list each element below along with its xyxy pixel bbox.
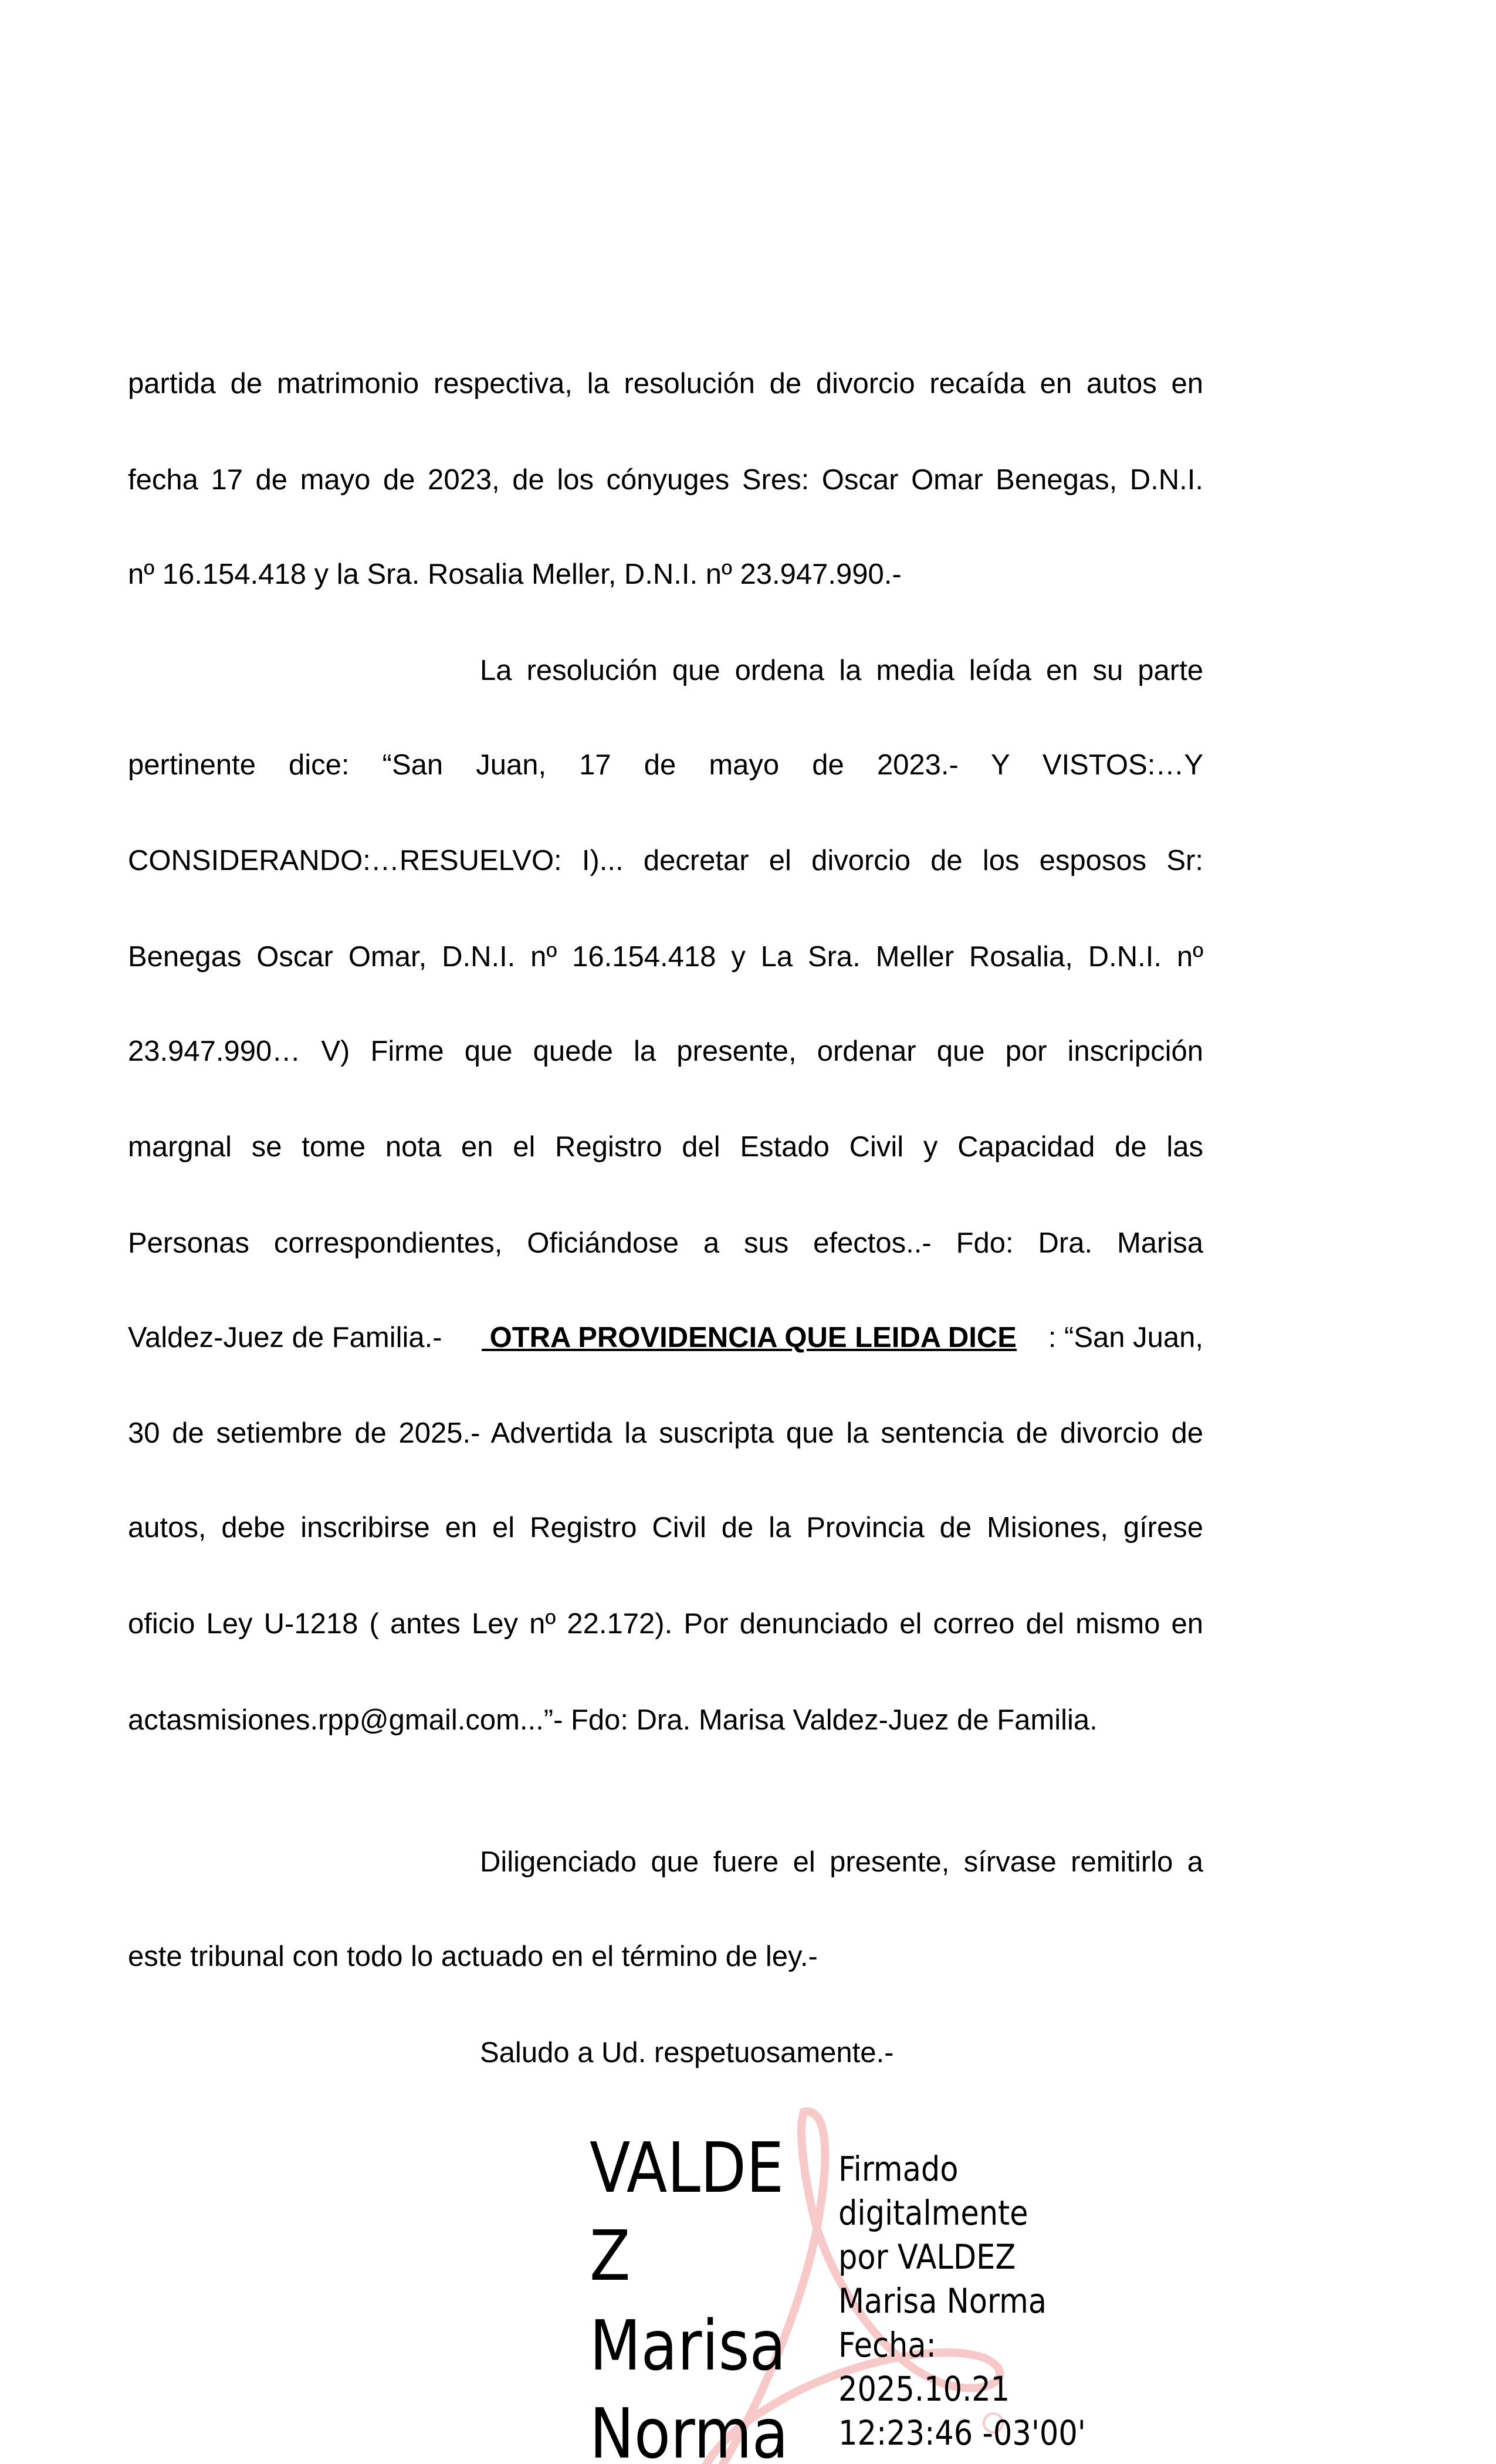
body-line [128,1320,1203,1355]
body-line: partida de matrimonio respectiva, la resolución de divorcio recaída en autos en [128,368,1203,400]
signature-info-line: por VALDEZ [838,2237,1016,2277]
body-line: pertinente dice: “San Juan, 17 de mayo de 2023.- Y VISTOS:…Y [128,749,1203,781]
body-line: Personas correspondientes, Oficiándose a sus efectos..- Fdo: Dra. Marisa [128,1227,1203,1259]
bold-heading: OTRA PROVIDENCIA QUE LEIDA DICE [481,1322,1017,1353]
closing-line: este tribunal con todo lo actuado en el término de ley.- [128,1941,818,1972]
closing-line: Diligenciado que fuere el presente, sírvase remitirlo a [480,1846,1203,1878]
signer-name-line: VALDE [590,2127,784,2208]
signer-name-line: Z [590,2215,631,2296]
signer-name-line: Norma [590,2393,788,2464]
signature-info-line: 2025.10.21 [838,2369,1010,2409]
signature-info-line: Fecha: [838,2325,936,2365]
signer-name-line: Marisa [590,2305,786,2386]
salutation: Saludo a Ud. respetuosamente.- [480,2037,894,2069]
body-line: 30 de setiembre de 2025.- Advertida la suscripta que la sentencia de divorcio de [128,1417,1203,1449]
body-line: oficio Ley U-1218 ( antes Ley nº 22.172). Por denunciado el correo del mismo en [128,1608,1203,1640]
signature-info-line: 12:23:46 -03'00' [838,2413,1086,2453]
body-line: La resolución que ordena la media leída en su parte [480,655,1203,686]
body-line: CONSIDERANDO:…RESUELVO: I)... decretar el divorcio de los esposos Sr: [128,845,1203,876]
body-line: 23.947.990… V) Firme que quede la presente, ordenar que por inscripción [128,1035,1203,1067]
signature-info-line: Marisa Norma [838,2281,1047,2321]
body-line: Benegas Oscar Omar, D.N.I. nº 16.154.418 y La Sra. Meller Rosalia, D.N.I. nº [128,941,1203,973]
body-text: : “San Juan, [1048,1322,1203,1353]
signature-info-line: digitalmente [838,2193,1028,2233]
body-line: fecha 17 de mayo de 2023, de los cónyuges Sres: Oscar Omar Benegas, D.N.I. [128,464,1203,496]
body-line: nº 16.154.418 y la Sra. Rosalia Meller, D.N.I. nº 23.947.990.- [128,559,902,590]
body-line: actasmisiones.rpp@gmail.com...”- Fdo: Dra. Marisa Valdez-Juez de Familia. [128,1704,1098,1736]
body-line: autos, debe inscribirse en el Registro Civil de la Provincia de Misiones, gírese [128,1512,1203,1544]
body-line: margnal se tome nota en el Registro del Estado Civil y Capacidad de las [128,1131,1203,1163]
body-text: Valdez-Juez de Familia.- [128,1322,451,1353]
signature-info-line: Firmado [838,2149,959,2189]
